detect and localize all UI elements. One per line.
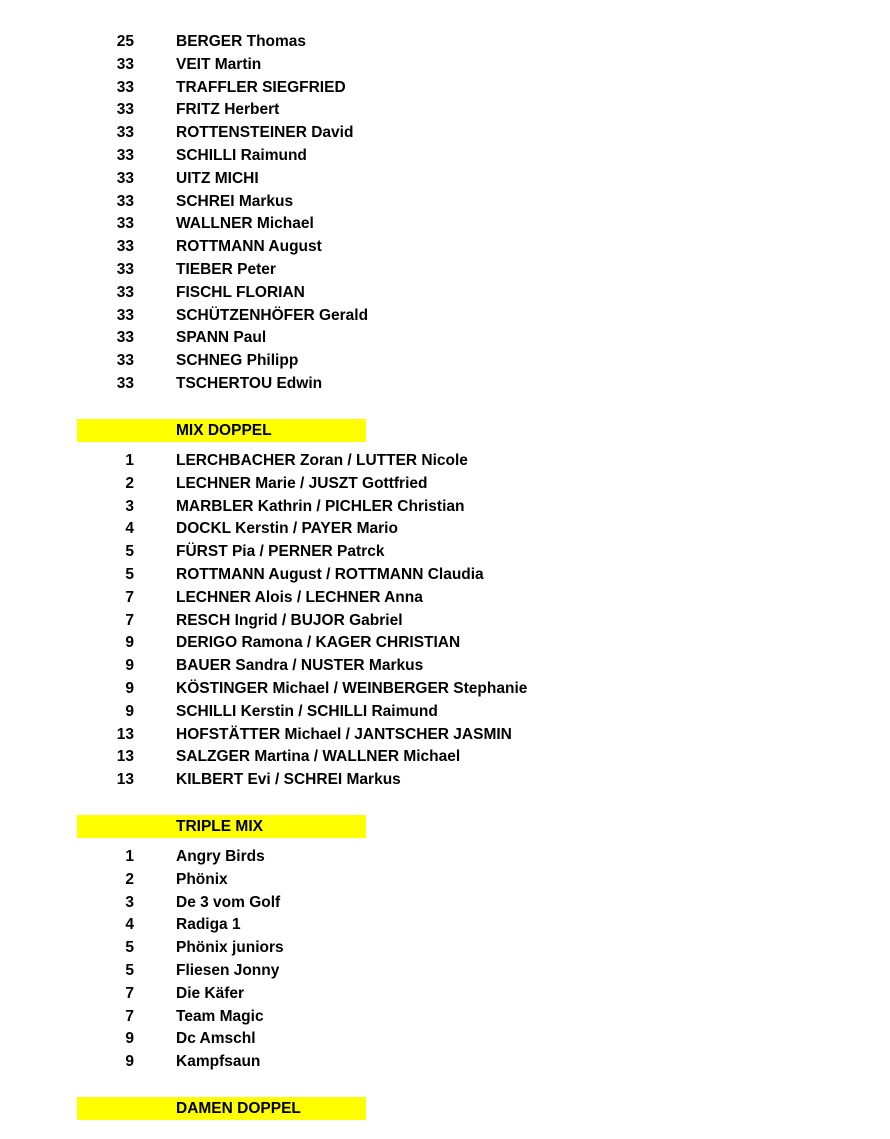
list-item [0, 145, 890, 168]
list-item [0, 564, 890, 587]
list-item [0, 960, 890, 983]
list-item [0, 724, 890, 747]
section-title: TRIPLE MIX [176, 818, 263, 835]
list-item [0, 587, 890, 610]
participant-name: SCHILLI Raimund [176, 146, 307, 164]
mix-doppel-header [77, 419, 366, 442]
list-item [0, 327, 890, 350]
participant-name: Angry Birds [176, 848, 265, 865]
participant-name: FRITZ Herbert [176, 101, 280, 119]
participant-name: SALZGER Martina / WALLNER Michael [176, 748, 461, 766]
participant-name: KILBERT Evi / SCHREI Markus [176, 771, 401, 789]
rank-number: 7 [125, 611, 134, 629]
list-item [0, 168, 890, 191]
participant-name: RESCH Ingrid / BUJOR Gabriel [176, 611, 403, 629]
rank-number: 33 [116, 146, 134, 164]
rank-number: 33 [116, 238, 134, 256]
rank-number: 9 [125, 634, 134, 652]
list-item [0, 983, 890, 1006]
rank-number: 33 [116, 192, 134, 210]
rank-number: 7 [125, 1007, 134, 1025]
list-item [0, 610, 890, 633]
rank-number: 33 [116, 306, 134, 324]
participant-name: WALLNER Michael [176, 215, 314, 233]
rank-number: 33 [116, 169, 134, 187]
participant-name: BAUER Sandra / NUSTER Markus [176, 657, 424, 675]
list-item [0, 259, 890, 282]
list-item [0, 769, 890, 792]
section-title: MIX DOPPEL [176, 422, 272, 439]
participant-name: Phönix juniors [176, 939, 284, 957]
rank-number: 13 [116, 771, 134, 789]
list-item [0, 632, 890, 655]
participant-name: Phönix [176, 870, 228, 888]
list-item [0, 54, 890, 77]
list-item [0, 937, 890, 960]
rank-number: 33 [116, 55, 134, 73]
rank-number: 33 [116, 260, 134, 278]
list-item [0, 1006, 890, 1029]
rank-number: 2 [125, 474, 134, 492]
participant-name: HOFSTÄTTER Michael / JANTSCHER JASMIN [176, 725, 512, 743]
participant-name: FÜRST Pia / PERNER Patrck [176, 543, 385, 561]
rank-number: 5 [125, 939, 134, 957]
participant-name: DERIGO Ramona / KAGER CHRISTIAN [176, 634, 461, 652]
list-item [0, 77, 890, 100]
list-item [0, 678, 890, 701]
triple-mix-header [77, 815, 366, 838]
rank-number: 33 [116, 352, 134, 370]
rank-number: 9 [125, 702, 134, 720]
rank-number: 5 [125, 565, 134, 583]
list-item [0, 305, 890, 328]
rank-number: 1 [125, 452, 134, 469]
list-item [0, 1051, 890, 1074]
rank-number: 25 [116, 33, 134, 50]
rank-number: 9 [125, 1053, 134, 1071]
rank-number: 33 [116, 101, 134, 119]
participant-name: FISCHL FLORIAN [176, 283, 305, 301]
participant-name: LERCHBACHER Zoran / LUTTER Nicole [176, 452, 468, 469]
rank-number: 33 [116, 215, 134, 233]
rank-number: 33 [116, 283, 134, 301]
rank-number: 1 [125, 848, 134, 865]
list-item [0, 373, 890, 396]
rank-number: 33 [116, 374, 134, 392]
participant-name: De 3 vom Golf [176, 893, 281, 911]
rank-number: 33 [116, 124, 134, 142]
rank-number: 2 [125, 870, 134, 888]
top-ranking-list [0, 31, 890, 396]
list-item [0, 1028, 890, 1051]
participant-name: DOCKL Kerstin / PAYER Mario [176, 520, 398, 538]
participant-name: ROTTENSTEINER David [176, 124, 354, 142]
participant-name: SCHNEG Philipp [176, 352, 299, 370]
rank-number: 9 [125, 1030, 134, 1048]
participant-name: TIEBER Peter [176, 260, 276, 278]
rank-number: 4 [125, 916, 134, 934]
mix-doppel-list [0, 450, 890, 792]
rank-number: 7 [125, 588, 134, 606]
participant-name: SPANN Paul [176, 329, 267, 347]
participant-name: KÖSTINGER Michael / WEINBERGER Stephanie [176, 679, 528, 697]
rank-number: 3 [125, 893, 134, 911]
participant-name: Dc Amschl [176, 1030, 256, 1048]
list-item [0, 191, 890, 214]
participant-name: BERGER Thomas [176, 33, 307, 50]
participant-name: Radiga 1 [176, 916, 241, 934]
participant-name: SCHILLI Kerstin / SCHILLI Raimund [176, 702, 438, 720]
rank-number: 4 [125, 520, 134, 538]
rank-number: 9 [125, 679, 134, 697]
list-item [0, 701, 890, 724]
list-item [0, 350, 890, 373]
rank-number: 5 [125, 961, 134, 979]
list-item [0, 869, 890, 892]
list-item [0, 846, 890, 869]
participant-name: ROTTMANN August [176, 238, 322, 256]
participant-name: SCHÜTZENHÖFER Gerald [176, 306, 369, 324]
rank-number: 3 [125, 497, 134, 515]
participant-name: MARBLER Kathrin / PICHLER Christian [176, 497, 465, 515]
participant-name: Fliesen Jonny [176, 961, 280, 979]
rank-number: 13 [116, 748, 134, 766]
rank-number: 9 [125, 657, 134, 675]
participant-name: TRAFFLER SIEGFRIED [176, 78, 346, 96]
list-item [0, 473, 890, 496]
list-item [0, 914, 890, 937]
participant-name: Kampfsaun [176, 1053, 261, 1071]
list-item [0, 31, 890, 54]
list-item [0, 518, 890, 541]
participant-name: SCHREI Markus [176, 192, 294, 210]
participant-name: TSCHERTOU Edwin [176, 374, 323, 392]
list-item [0, 746, 890, 769]
list-item [0, 892, 890, 915]
list-item [0, 496, 890, 519]
rank-number: 33 [116, 329, 134, 347]
damen-doppel-header [77, 1097, 366, 1120]
participant-name: LECHNER Alois / LECHNER Anna [176, 588, 423, 606]
participant-name: UITZ MICHI [176, 169, 259, 187]
list-item [0, 122, 890, 145]
list-item [0, 99, 890, 122]
participant-name: LECHNER Marie / JUSZT Gottfried [176, 474, 428, 492]
list-item [0, 655, 890, 678]
list-item [0, 541, 890, 564]
rank-number: 33 [116, 78, 134, 96]
list-item [0, 213, 890, 236]
rank-number: 5 [125, 543, 134, 561]
rank-number: 7 [125, 984, 134, 1002]
participant-name: ROTTMANN August / ROTTMANN Claudia [176, 565, 484, 583]
participant-name: Team Magic [176, 1007, 264, 1025]
rank-number: 13 [116, 725, 134, 743]
list-item [0, 450, 890, 473]
section-title: DAMEN DOPPEL [176, 1100, 301, 1117]
participant-name: VEIT Martin [176, 55, 262, 73]
participant-name: Die Käfer [176, 984, 245, 1002]
list-item [0, 236, 890, 259]
list-item [0, 282, 890, 305]
triple-mix-list [0, 846, 890, 1074]
